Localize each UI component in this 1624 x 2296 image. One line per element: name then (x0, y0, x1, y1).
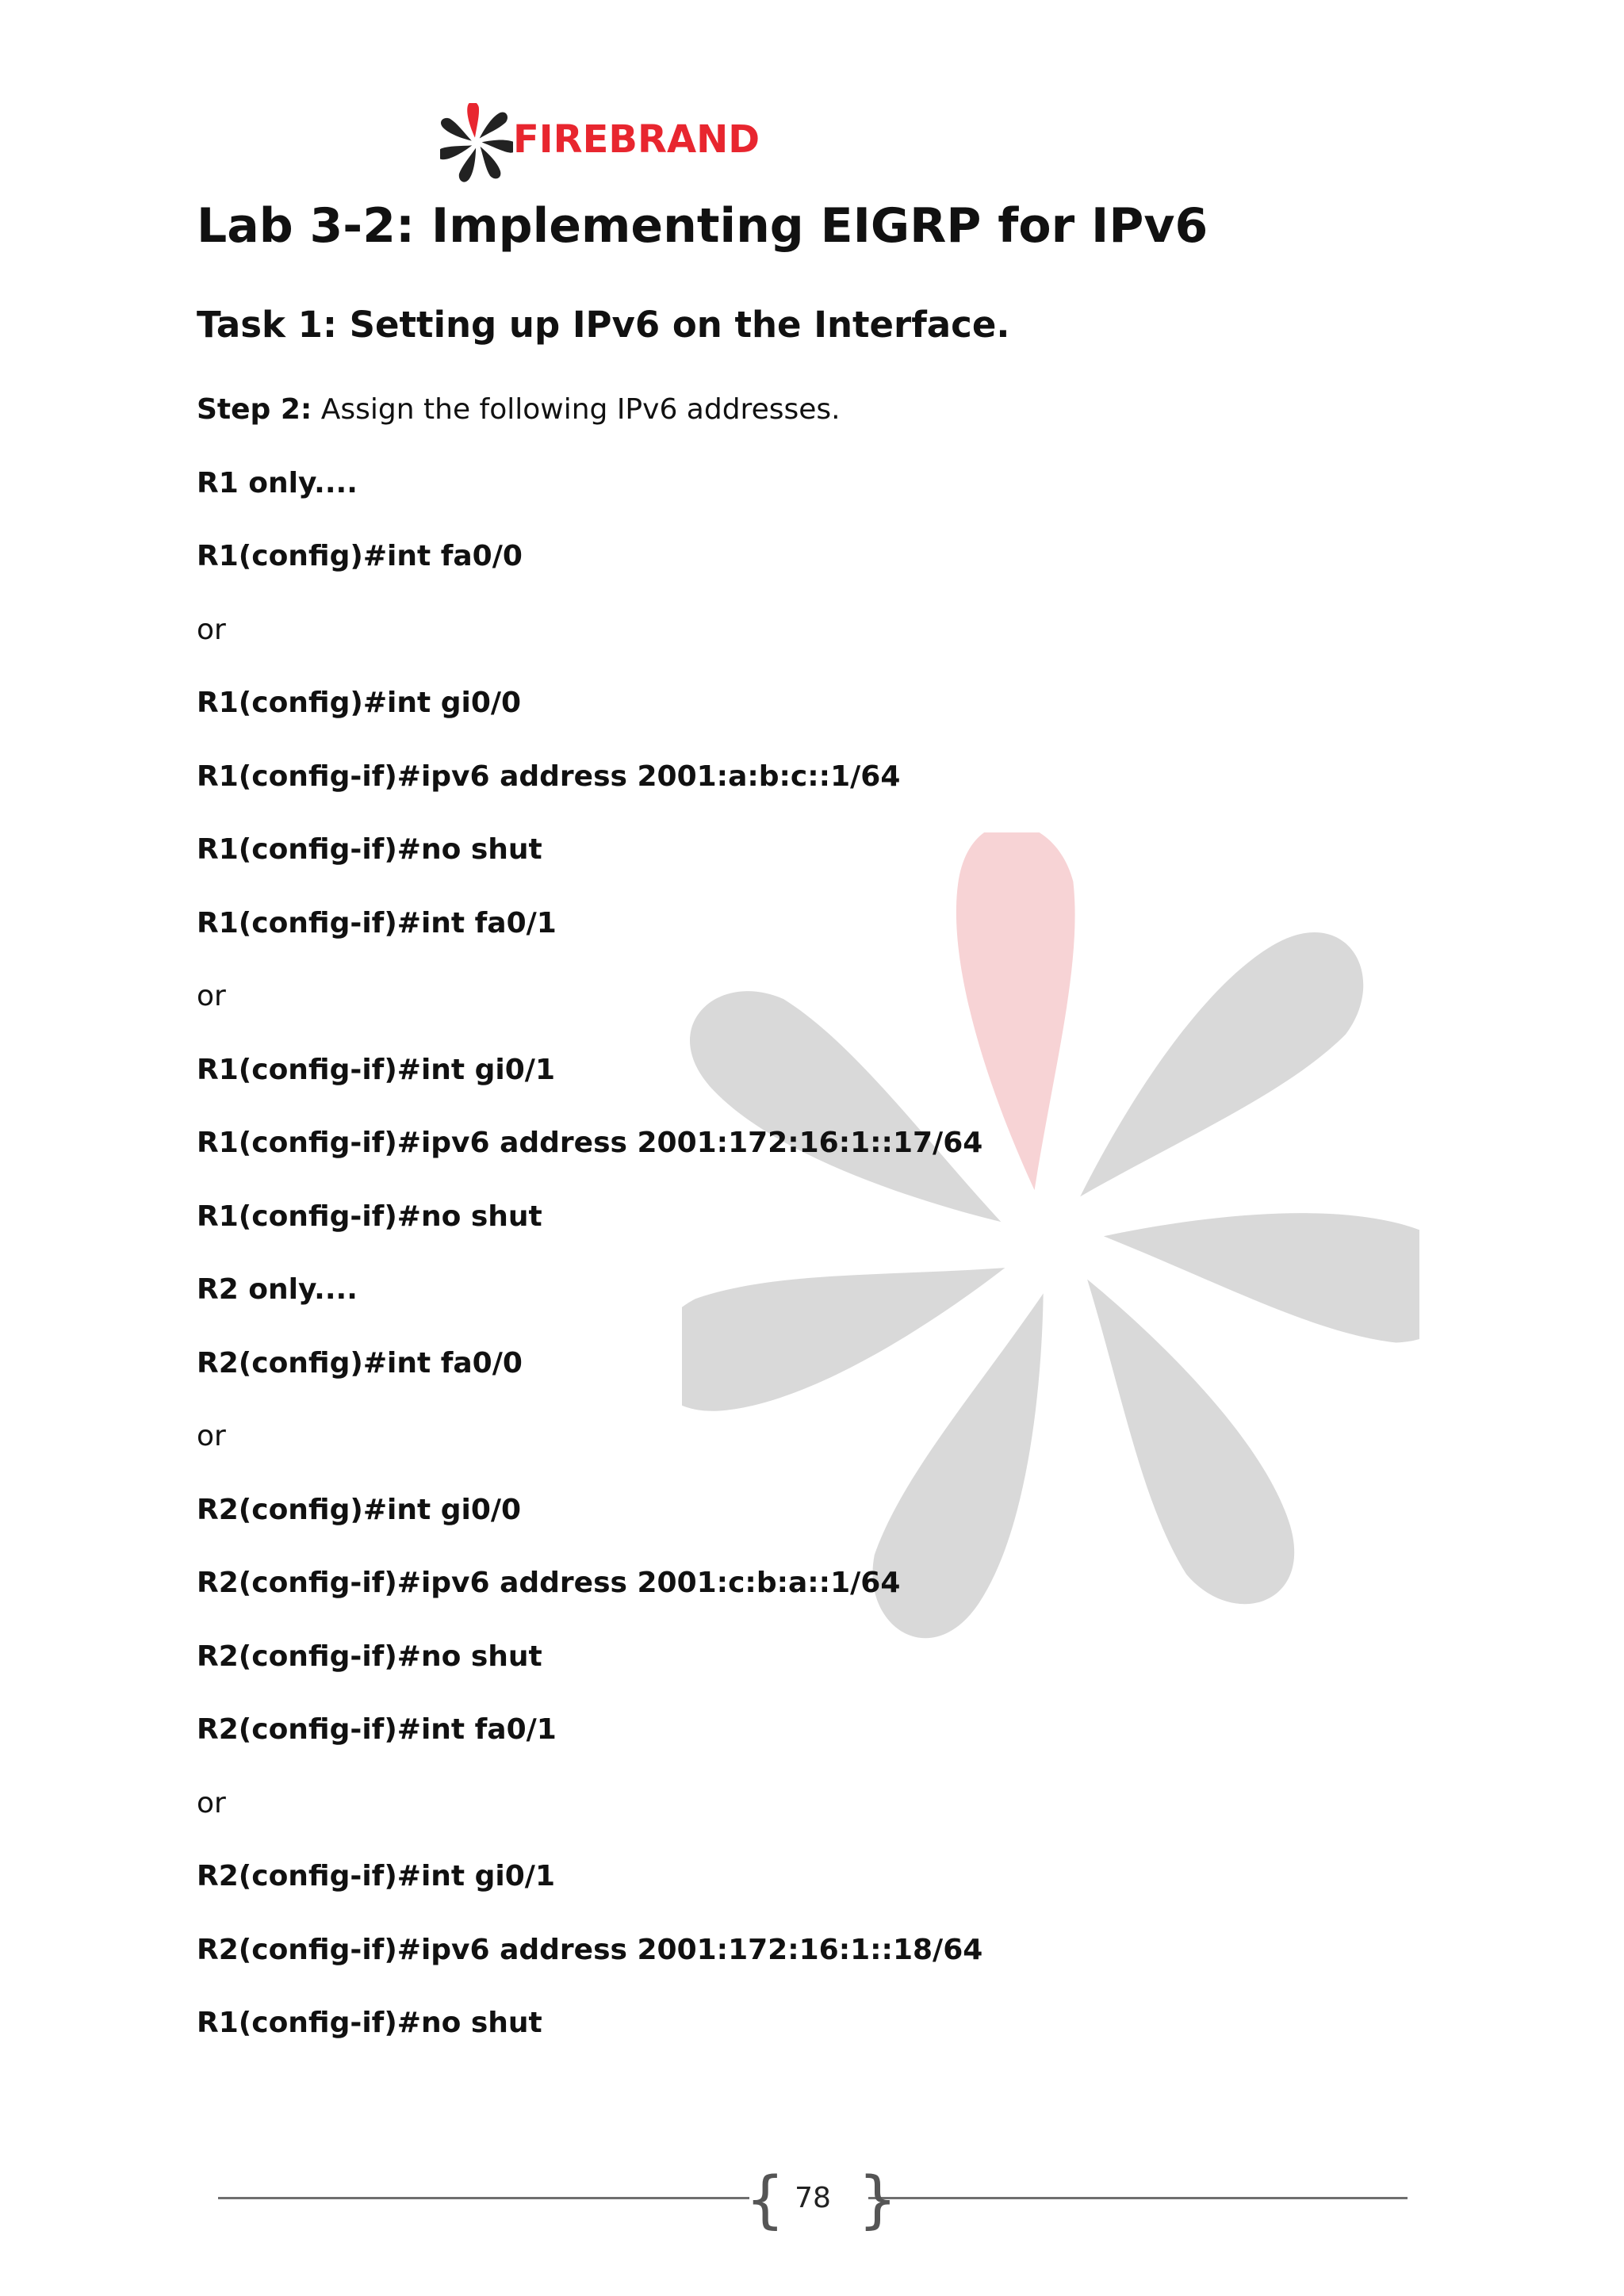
line-text: R1(config)#int fa0/0 (197, 540, 523, 572)
step-line (197, 390, 1465, 464)
line-text: R1 only.... (197, 466, 358, 499)
page-title: Lab 3-2: Implementing EIGRP for IPv6 (197, 198, 1208, 254)
instructions-list (197, 390, 1465, 2077)
line-text: R2(config-if)#no shut (197, 1640, 542, 1673)
command-line (197, 1490, 1465, 1564)
line-text: R1(config-if)#int gi0/1 (197, 1053, 556, 1086)
line-text: R1(config-if)#int fa0/1 (197, 906, 557, 939)
line-text: R2(config-if)#ipv6 address 2001:c:b:a::1/64 (197, 1567, 901, 1599)
line-text: R2(config)#int fa0/0 (197, 1346, 523, 1380)
command-line (197, 1710, 1465, 1784)
command-line (197, 464, 1465, 538)
line-text: R2(config-if)#int fa0/1 (197, 1713, 557, 1746)
logo-text: FIREBRAND (513, 117, 760, 162)
line-text: or (197, 1420, 226, 1452)
command-line (197, 537, 1465, 610)
page-number: 78 (795, 2182, 831, 2214)
or-separator (197, 977, 1465, 1050)
command-line (197, 1931, 1465, 2004)
command-line (197, 904, 1465, 978)
command-line (197, 1637, 1465, 1711)
command-line (197, 830, 1465, 904)
footer-rule-right (868, 2197, 1408, 2199)
petal-shape (474, 147, 506, 180)
command-line (197, 683, 1465, 757)
line-text: or (197, 1786, 226, 1820)
command-line (197, 2003, 1465, 2077)
command-line (197, 1344, 1465, 1418)
command-line (197, 1563, 1465, 1637)
line-text: R2 only.... (197, 1273, 358, 1306)
line-text: R2(config-if)#ipv6 address 2001:172:16:1::18/64 (197, 1933, 983, 1966)
task-heading: Task 1: Setting up IPv6 on the Interface. (197, 304, 1010, 346)
step-text: Assign the following IPv6 addresses. (312, 393, 841, 426)
command-line (197, 1050, 1465, 1124)
step-label: Step 2: (197, 393, 312, 426)
petal-shape (440, 113, 472, 147)
line-text: R1(config-if)#no shut (197, 2007, 542, 2039)
line-text: R1(config-if)#ipv6 address 2001:a:b:c::1/64 (197, 760, 901, 793)
petal-shape (480, 113, 508, 139)
or-separator (197, 1417, 1465, 1490)
pinwheel-logo-icon (440, 103, 513, 182)
line-text: R2(config)#int gi0/0 (197, 1493, 522, 1526)
command-line (197, 1857, 1465, 1931)
line-text: or (197, 613, 226, 646)
command-line (197, 1197, 1465, 1271)
line-text: R1(config-if)#no shut (197, 833, 542, 866)
command-line (197, 1270, 1465, 1344)
command-line (197, 1123, 1465, 1197)
firebrand-logo (440, 103, 760, 182)
line-text: R1(config-if)#ipv6 address 2001:172:16:1::17/64 (197, 1127, 983, 1159)
or-separator (197, 610, 1465, 684)
line-text: R2(config-if)#int gi0/1 (197, 1860, 556, 1892)
line-text: R1(config)#int gi0/0 (197, 687, 522, 719)
footer-rule-left (218, 2197, 749, 2199)
line-text: or (197, 980, 226, 1012)
footer-bracket-right: } (858, 2164, 898, 2236)
line-text: R1(config-if)#no shut (197, 1200, 542, 1233)
footer-bracket-left: { (745, 2164, 785, 2236)
or-separator (197, 1784, 1465, 1858)
command-line (197, 757, 1465, 831)
